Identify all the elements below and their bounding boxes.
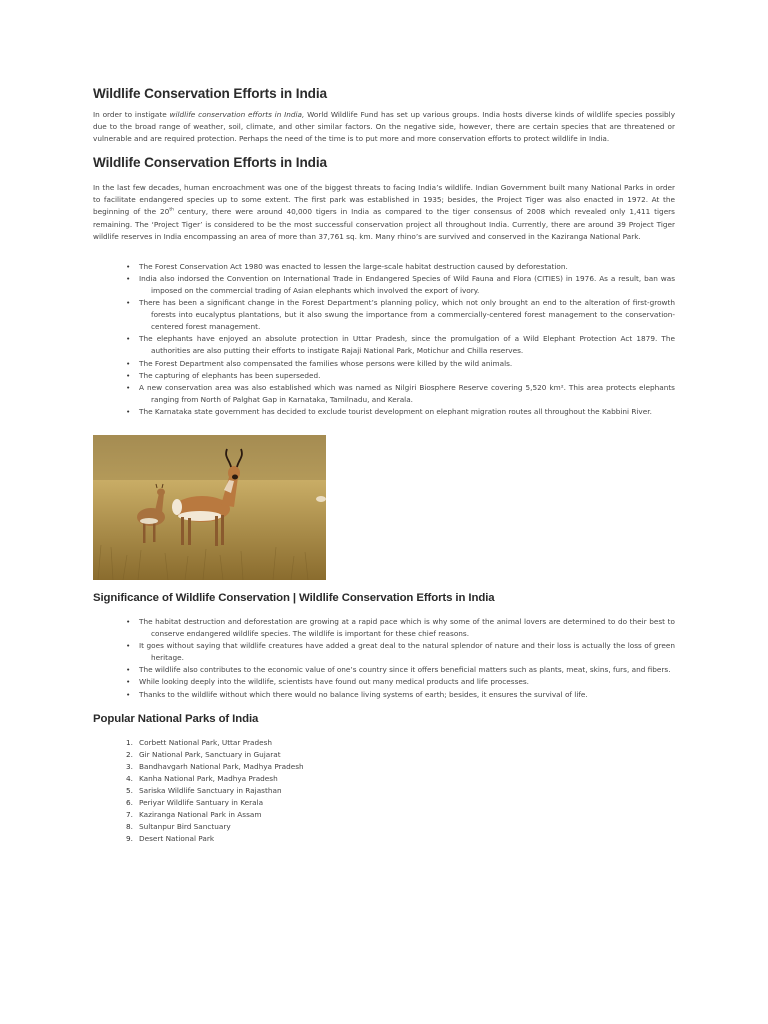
park-list-item: [93, 833, 675, 845]
effort-list-item: • India also indorsed the Convention on International Trade in Endangered Species of Wild Fauna and Flora (CITIES) in 1976. As a result, ban was imposed on the commercial trading of Asian elephants which involved the export of ivory.: [93, 273, 675, 297]
effort-list-item: • There has been a significant change in the Forest Department’s planning policy, which not only brought an end to the alteration of first-growth forests into eucalyptus plantations, but it also swung the importance from a commercially-centered forest management to the conservation-centered forest management.: [93, 297, 675, 333]
park-name: Desert National Park: [139, 834, 215, 844]
heading-wildlife-conservation: Wildlife Conservation Efforts in India: [93, 86, 327, 101]
park-number: 7.: [126, 810, 133, 820]
effort-list-item: • The Karnataka state government has decided to exclude tourist development on elephant migration routes all throughout the Kabbini River.: [93, 406, 675, 418]
park-name: Bandhavgarh National Park, Madhya Pradesh: [139, 761, 304, 771]
history-paragraph: [93, 182, 675, 242]
park-name: Periyar Wildlife Santuary in Kerala: [139, 798, 264, 808]
park-number: 6.: [126, 798, 133, 808]
park-name: Sultanpur Bird Sanctuary: [139, 822, 231, 832]
park-list-item: [93, 809, 675, 821]
effort-list-item: • A new conservation area was also established which was named as Nilgiri Biosphere Reserve covering 5,520 km². This area protects elephants ranging from North of Palghat Gap in Karnataka, Tamilnadu, and Kerala.: [93, 382, 675, 406]
park-list-item: [93, 773, 675, 785]
effort-list-item: • The Forest Department also compensated the families whose persons were killed by the wild animals.: [93, 358, 675, 370]
intro-emphasis: wildlife conservation efforts in India,: [169, 110, 305, 119]
antelope-photo: [93, 435, 326, 580]
park-list-item: [93, 761, 675, 773]
article-body: [93, 86, 675, 845]
significance-list-item: • The wildlife also contributes to the economic value of one’s country since it offers beneficial matters such as plants, meat, skins, furs, and fibers.: [93, 664, 675, 676]
history-text-start: In the last few decades, human encroachment was one of the biggest threats to facing India’s wildlife. Indian Government built many National Parks in order to facilitate endangered species up to some extent. The first park was established in 1935; besides, the Project Tiger was also enacted in 1972. At the beginning of the 20: [93, 183, 675, 217]
significance-list-item: • Thanks to the wildlife without which there would no balance living systems of earth; besides, it ensures the survival of life.: [93, 689, 675, 701]
park-number: 3.: [126, 761, 133, 771]
antelope-photo-illustration: [93, 435, 326, 580]
park-name: Sariska Wildlife Sanctuary in Rajasthan: [139, 786, 282, 795]
heading-significance: Significance of Wildlife Conservation | Wildlife Conservation Efforts in India: [93, 591, 495, 604]
park-name: Kanha National Park, Madhya Pradesh: [139, 773, 278, 783]
park-number: 8.: [126, 822, 133, 832]
park-list-item: [93, 797, 675, 809]
heading-conservation-efforts: Wildlife Conservation Efforts in India: [93, 155, 327, 171]
significance-list-item: • The habitat destruction and deforestation are growing at a rapid pace which is why some of the animal lovers are determined to do their best to conserve endangered wildlife species. The wildlife is important for these chief reasons.: [93, 616, 675, 640]
ordinal-suffix: th: [169, 208, 174, 214]
park-number: 2.: [126, 749, 133, 759]
park-name: Corbett National Park, Uttar Pradesh: [139, 737, 273, 747]
history-text-end: century, there were around 40,000 tigers in India as compared to the tiger consensus of 2008 which revealed only 1,411 tigers remaining. The ‘Project Tiger’ is considered to be the most successful conservation project all throughout India. Currently, there are around 39 Project Tiger wildlife reserves in India encompassing an area of more than 37,761 sq. km. Many rhino’s are survived and conserved in the Kaziranga National Park.: [93, 207, 675, 241]
intro-paragraph: [93, 109, 675, 145]
heading-national-parks: Popular National Parks of India: [93, 712, 259, 725]
efforts-list: [93, 261, 675, 418]
park-name: Kaziranga National Park in Assam: [139, 810, 262, 820]
effort-list-item: • The elephants have enjoyed an absolute protection in Uttar Pradesh, since the promulgation of a Wild Elephant Protection Act 1879. The authorities are also putting their efforts to instigate Rajaji National Park, Motichur and Chilla reserves.: [93, 333, 675, 357]
park-list-item: [93, 785, 675, 797]
park-list-item: [93, 821, 675, 833]
intro-text-end: World Wildlife Fund has set up various groups. India hosts diverse kinds of wildlife species possibly due to the broad range of weather, soil, climate, and other similar factors. On the negative side, however, there are certain species that are threatened or vulnerable and are required protection. Perhaps the need of the time is to put more and more conservation efforts to protect wildlife in India.: [93, 110, 676, 144]
park-list-item: [93, 749, 675, 761]
significance-list-item: • While looking deeply into the wildlife, scientists have found out many medical products and life processes.: [93, 676, 675, 688]
park-number: 4.: [126, 773, 133, 783]
effort-list-item: • The capturing of elephants has been superseded.: [93, 370, 675, 382]
park-list-item: [93, 737, 675, 749]
significance-list-item: • It goes without saying that wildlife creatures have added a great deal to the natural splendor of nature and their loss is actually the loss of green heritage.: [93, 640, 675, 664]
park-number: 1.: [126, 737, 133, 747]
park-name: Gir National Park, Sanctuary in Gujarat: [139, 749, 281, 759]
park-number: 5.: [126, 786, 133, 795]
park-number: 9.: [126, 834, 133, 844]
intro-text-start: In order to instigate: [93, 110, 170, 119]
effort-list-item: • The Forest Conservation Act 1980 was enacted to lessen the large-scale habitat destruction caused by deforestation.: [93, 261, 675, 273]
parks-list: [93, 737, 675, 846]
significance-list: [93, 616, 675, 701]
